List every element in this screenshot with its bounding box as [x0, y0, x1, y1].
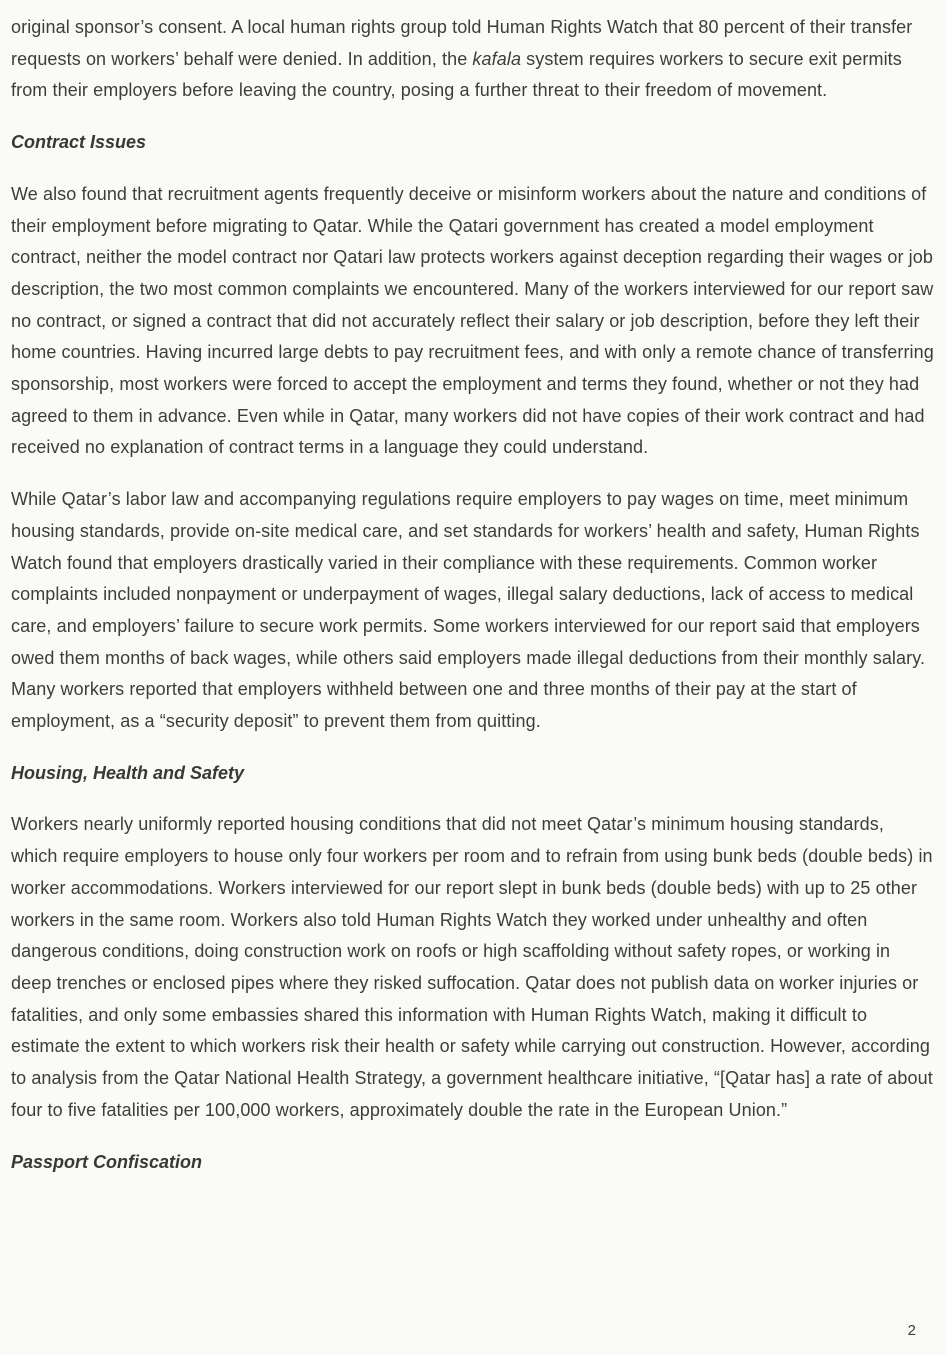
- para-housing-conditions: [11, 809, 935, 1126]
- text-run: While Qatar’s labor law and accompanying regulations require employers to pay wages on time, meet minimum housing standards, provide on-site medical care, and set standards for workers’ health and safety, Human Rights Watch found that employers drastically varied in their compliance with these requirements. Common worker complaints included nonpayment or underpayment of wages, illegal salary deductions, lack of access to medical care, and employers’ failure to secure work permits. Some workers interviewed for our report said that employers owed them months of back wages, while others said employers made illegal deductions from their monthly salary. Many workers reported that employers withheld between one and three months of their pay at the start of employment, as a “security deposit” to prevent them from quitting.: [11, 489, 926, 732]
- para-sponsorship-consent: [11, 12, 935, 107]
- heading-housing-health-safety: [11, 758, 935, 790]
- para-recruitment-deception: [11, 179, 935, 464]
- text-run: Contract Issues: [11, 132, 147, 153]
- heading-contract-issues: [11, 127, 935, 159]
- page-number: 2: [907, 1322, 916, 1339]
- text-run: Housing, Health and Safety: [11, 762, 245, 783]
- text-run: We also found that recruitment agents frequently deceive or misinform workers about the nature and conditions of their employment before migrating to Qatar. While the Qatari government has created a model employment contract, neither the model contract nor Qatari law protects workers against deception regarding their wages or job description, the two most common complaints we encountered. Many of the workers interviewed for our report saw no contract, or signed a contract that did not accurately reflect their salary or job description, before they left their home countries. Having incurred large debts to pay recruitment fees, and with only a remote chance of transferring sponsorship, most workers were forced to accept the employment and terms they found, whether or not they had agreed to them in advance. Even while in Qatar, many workers did not have copies of their work contract and had received no explanation of contract terms in a language they could understand.: [11, 183, 934, 458]
- para-labor-law-compliance: [11, 484, 935, 738]
- text-run: original sponsor’s consent. A local human rights group told Human Rights Watch that 80 percent of their transfer requests on workers’ behalf were denied. In addition, the: [11, 17, 913, 69]
- text-run: Passport Confiscation: [11, 1151, 203, 1172]
- document-body: [11, 12, 935, 1178]
- text-run: system requires workers to secure exit permits from their employers before leaving the country, posing a further threat to their freedom of movement.: [11, 48, 902, 101]
- text-run: Workers nearly uniformly reported housing conditions that did not meet Qatar’s minimum housing standards, which require employers to house only four workers per room and to refrain from using bunk beds (double beds) in worker accommodations. Workers interviewed for our report slept in bunk beds (double beds) with up to 25 other workers in the same room. Workers also told Human Rights Watch they worked under unhealthy and often dangerous conditions, doing construction work on roofs or high scaffolding without safety ropes, or working in deep trenches or enclosed pipes where they risked suffocation. Qatar does not publish data on worker injuries or fatalities, and only some embassies shared this information with Human Rights Watch, making it difficult to estimate the extent to which workers risk their health or safety while carrying out construction. However, according to analysis from the Qatar National Health Strategy, a government healthcare initiative, “[Qatar has] a rate of about four to five fatalities per 100,000 workers, approximately double the rate in the European Union.”: [11, 814, 933, 1120]
- text-run: kafala: [472, 48, 522, 69]
- heading-passport-confiscation: [11, 1147, 935, 1179]
